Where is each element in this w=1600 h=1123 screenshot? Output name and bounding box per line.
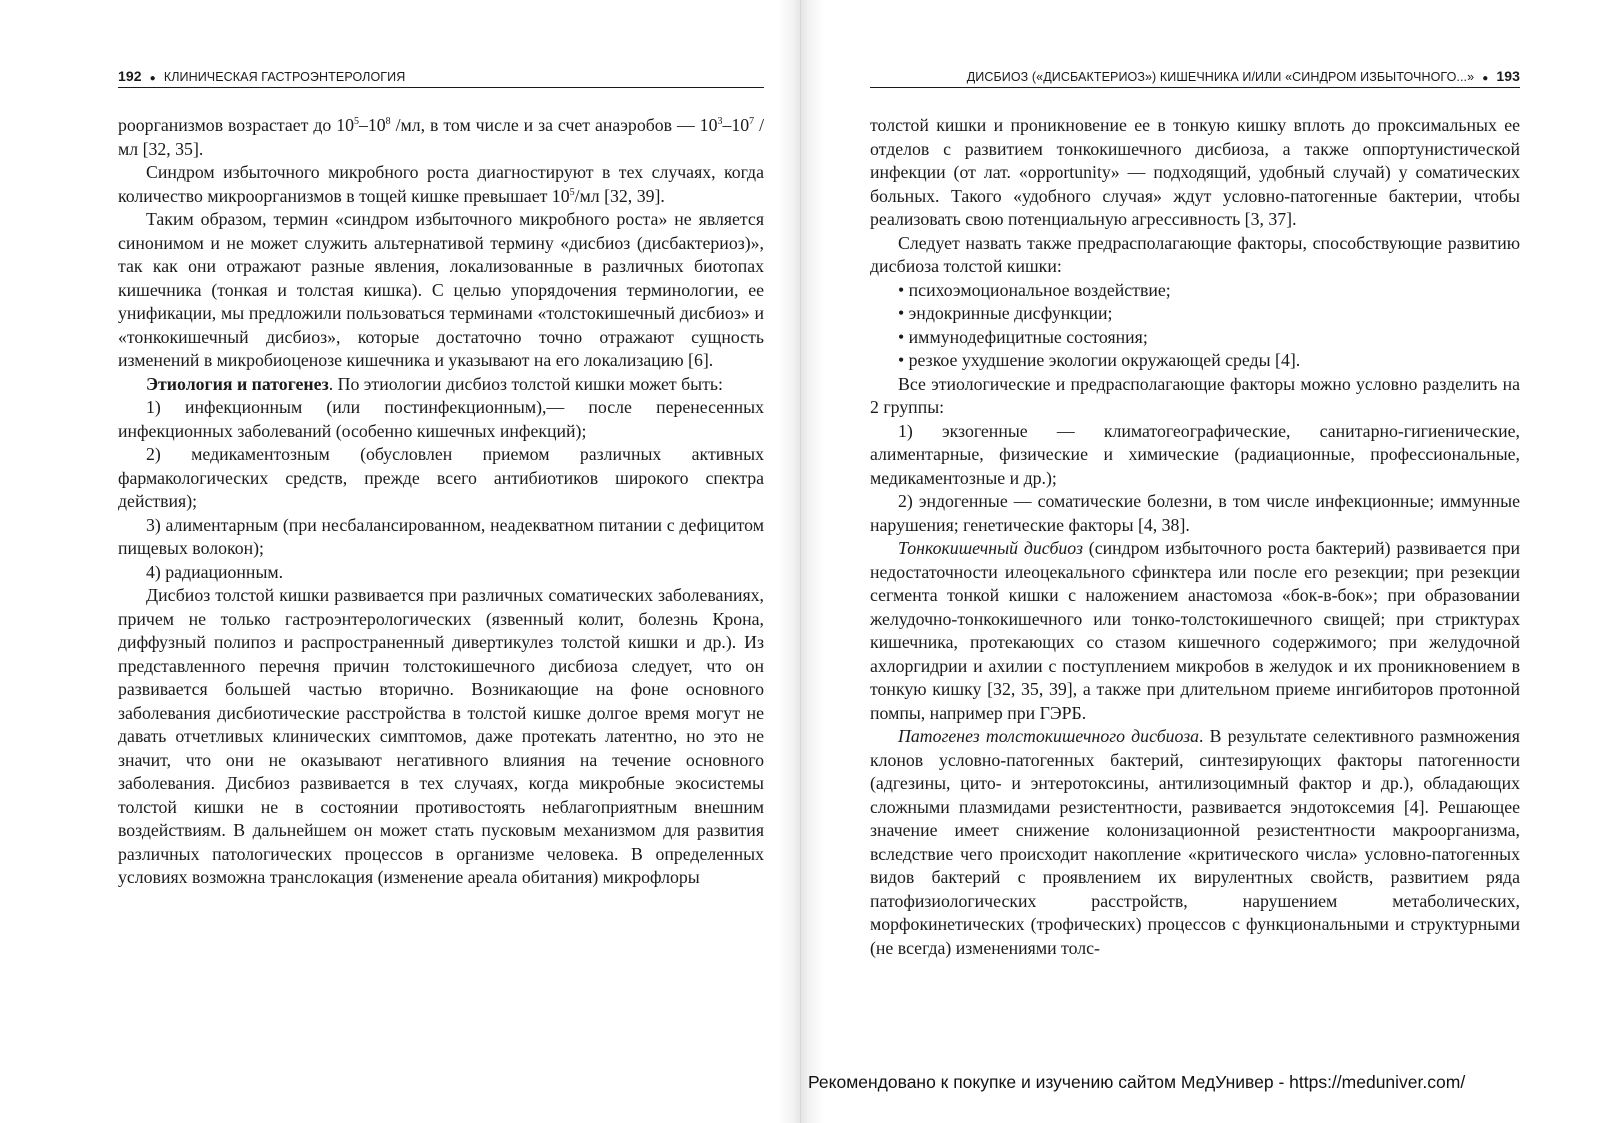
list-item: 4) радиационным.	[146, 561, 284, 582]
left-page-number: 192	[118, 68, 142, 84]
paragraph: толстой кишки и проникновение ее в тонкую кишку вплоть до проксимальных ее отделов с развитием тонкокишечного дисбиоза, а также оппортунистической инфекции (от лат. «opportunity» — подходящий, удобный случай) у соматических больных. Такого «удобного случая» ждут условно-патогенные бактерии, чтобы реализовать свою потенциальную агрессивность [3, 37].	[870, 115, 1520, 229]
left-header-title: КЛИНИЧЕСКАЯ ГАСТРОЭНТЕРОЛОГИЯ	[163, 70, 406, 84]
section-heading-etiology: Этиология и патогенез	[146, 373, 329, 394]
paragraph: Тонкокишечный дисбиоз (синдром избыточного роста бактерий) развивается при недостаточности илеоцекального сфинктера или после его резекции; при резекции сегмента тонкой кишки с наложением анастомоза «бок-в-бок»; при образовании желудочно-тонкокишечного или тонко-толстокишечного свищей; при стриктурах кишечника, протекающих со стазом кишечного содержимого; при желудочной ахлоргидрии и ахилии с поступлением микробов в желудок и их проникновением в тонкую кишку [32, 35, 39], а также при длительном приеме ингибиторов протонной помпы, например при ГЭРБ.	[870, 538, 1520, 723]
left-running-header	[118, 66, 764, 88]
list-item: 1) инфекционным (или постинфекционным),— после перенесенных инфекционных заболеваний (особенно кишечных инфекций);	[118, 397, 764, 441]
bullet-item: • эндокринные дисфункции;	[898, 303, 1113, 323]
right-page-number: 193	[1496, 68, 1520, 84]
paragraph: Все этиологические и предрасполагающие факторы можно условно разделить на 2 группы:	[870, 373, 1520, 417]
bullet-item: • иммунодефицитные состояния;	[898, 326, 1148, 347]
list-item: 1) экзогенные — климатогеографические, санитарно-гигиенические, алиментарные, физические и химические (радиационные, профессиональные, медикаментозные и др.);	[870, 420, 1520, 488]
right-page	[800, 0, 1600, 1123]
right-running-header	[870, 66, 1520, 88]
bullet-item: • резкое ухудшение экологии окружающей среды [4].	[898, 350, 1301, 370]
paragraph: роорганизмов возрастает до $10^5-10^8$ /мл, в том числе и за счет анаэробов — $10^3-10^7$ /мл [32, 35].	[118, 115, 765, 159]
right-header-title: ДИСБИОЗ («ДИСБАКТЕРИОЗ») КИШЕЧНИКА И/ИЛИ «СИНДРОМ ИЗБЫТОЧНОГО...»	[966, 70, 1475, 84]
list-item: 2) медикаментозным (обусловлен приемом различных активных фармакологических средств, прежде всего антибиотиков широкого спектра действия);	[118, 444, 764, 511]
paragraph: Следует назвать также предрасполагающие факторы, способствующие развитию дисбиоза толстой кишки:	[870, 232, 1520, 276]
bullet-item: • психоэмоциональное воздействие;	[898, 279, 1171, 300]
left-body-text	[118, 114, 764, 890]
paragraph: Патогенез толстокишечного дисбиоза. В результате селективного размножения клонов условно-патогенных бактерий, синтезирующих факторы патогенности (адгезины, цито- и энтеротоксины, антилизоцимный фактор и др.), обладающих сложными плазмидами резистентности, развивается эндотоксемия [4]. Решающее значение имеет снижение колонизационной резистентности макроорганизма, вследствие чего происходит накопление «критического числа» условно-патогенных видов бактерий с проявлением их вирулентных свойств, развитием ряда патофизиологических расстройств, нарушением метаболических, морфокинетических (трофических) процессов с функциональными и структурными (не всегда) изменениями толс-	[870, 726, 1520, 958]
list-item: 2) эндогенные — соматические болезни, в том числе инфекционные; иммунные нарушения; генетические факторы [4, 38].	[870, 491, 1520, 535]
watermark-footer: Рекомендовано к покупке и изучению сайтом МедУнивер - https://meduniver.com/	[808, 1072, 1466, 1092]
term-pathogenesis: Патогенез толстокишечного дисбиоза	[898, 726, 1200, 746]
paragraph: Этиология и патогенез. По этиологии дисбиоз толстой кишки может быть:	[146, 373, 723, 394]
paragraph: Таким образом, термин «синдром избыточного микробного роста» не является синонимом и не может служить альтернативой термину «дисбиоз (дисбактериоз)», так как они отражают разные явления, локализованные в различных биотопах кишечника (тонкая и толстая кишка). С целью упорядочения терминологии, ее унификации, мы предложили пользоваться терминами «толстокишечный дисбиоз» и «тонкокишечный дисбиоз», которые достаточно точно отражают сущность изменений в микробиоценозе кишечника и указывают на его локализацию [6].	[118, 209, 764, 370]
term-small-intestine-dysbiosis: Тонкокишечный дисбиоз	[898, 538, 1083, 558]
header-bullet: ●	[1482, 73, 1489, 84]
paragraph: Дисбиоз толстой кишки развивается при различных соматических заболеваниях, причем не только гастроэнтерологических (язвенный колит, болезнь Крона, диффузный полипоз и распространенный дивертикулез толстой кишки и др.). Из представленного перечня причин толстокишечного дисбиоза следует, что он развивается большей частью вторично. Возникающие на фоне основного заболевания дисбиотические расстройства в толстой кишке долгое время могут не давать отчетливых клинических симптомов, даже протекать латентно, но это не значит, что они не оказывают негативного влияния на течение основного заболевания. Дисбиоз развивается в тех случаях, когда микробные экосистемы толстой кишки не в состоянии противостоять неблагоприятным внешним воздействиям. В дальнейшем он может стать пусковым механизмом для развития различных патологических процессов в организме человека. В определенных условиях возможна транслокация (изменение ареала обитания) микрофлоры	[118, 585, 764, 887]
paragraph: Синдром избыточного микробного роста диагностируют в тех случаях, когда количество микроорганизмов в тощей кишке превышает $10^5/мл$ [32, 39].	[118, 162, 764, 206]
header-bullet: ●	[149, 73, 156, 84]
right-body-text	[870, 114, 1520, 960]
list-item: 3) алиментарным (при несбалансированном, неадекватном питании с дефицитом пищевых волокон);	[118, 514, 764, 558]
